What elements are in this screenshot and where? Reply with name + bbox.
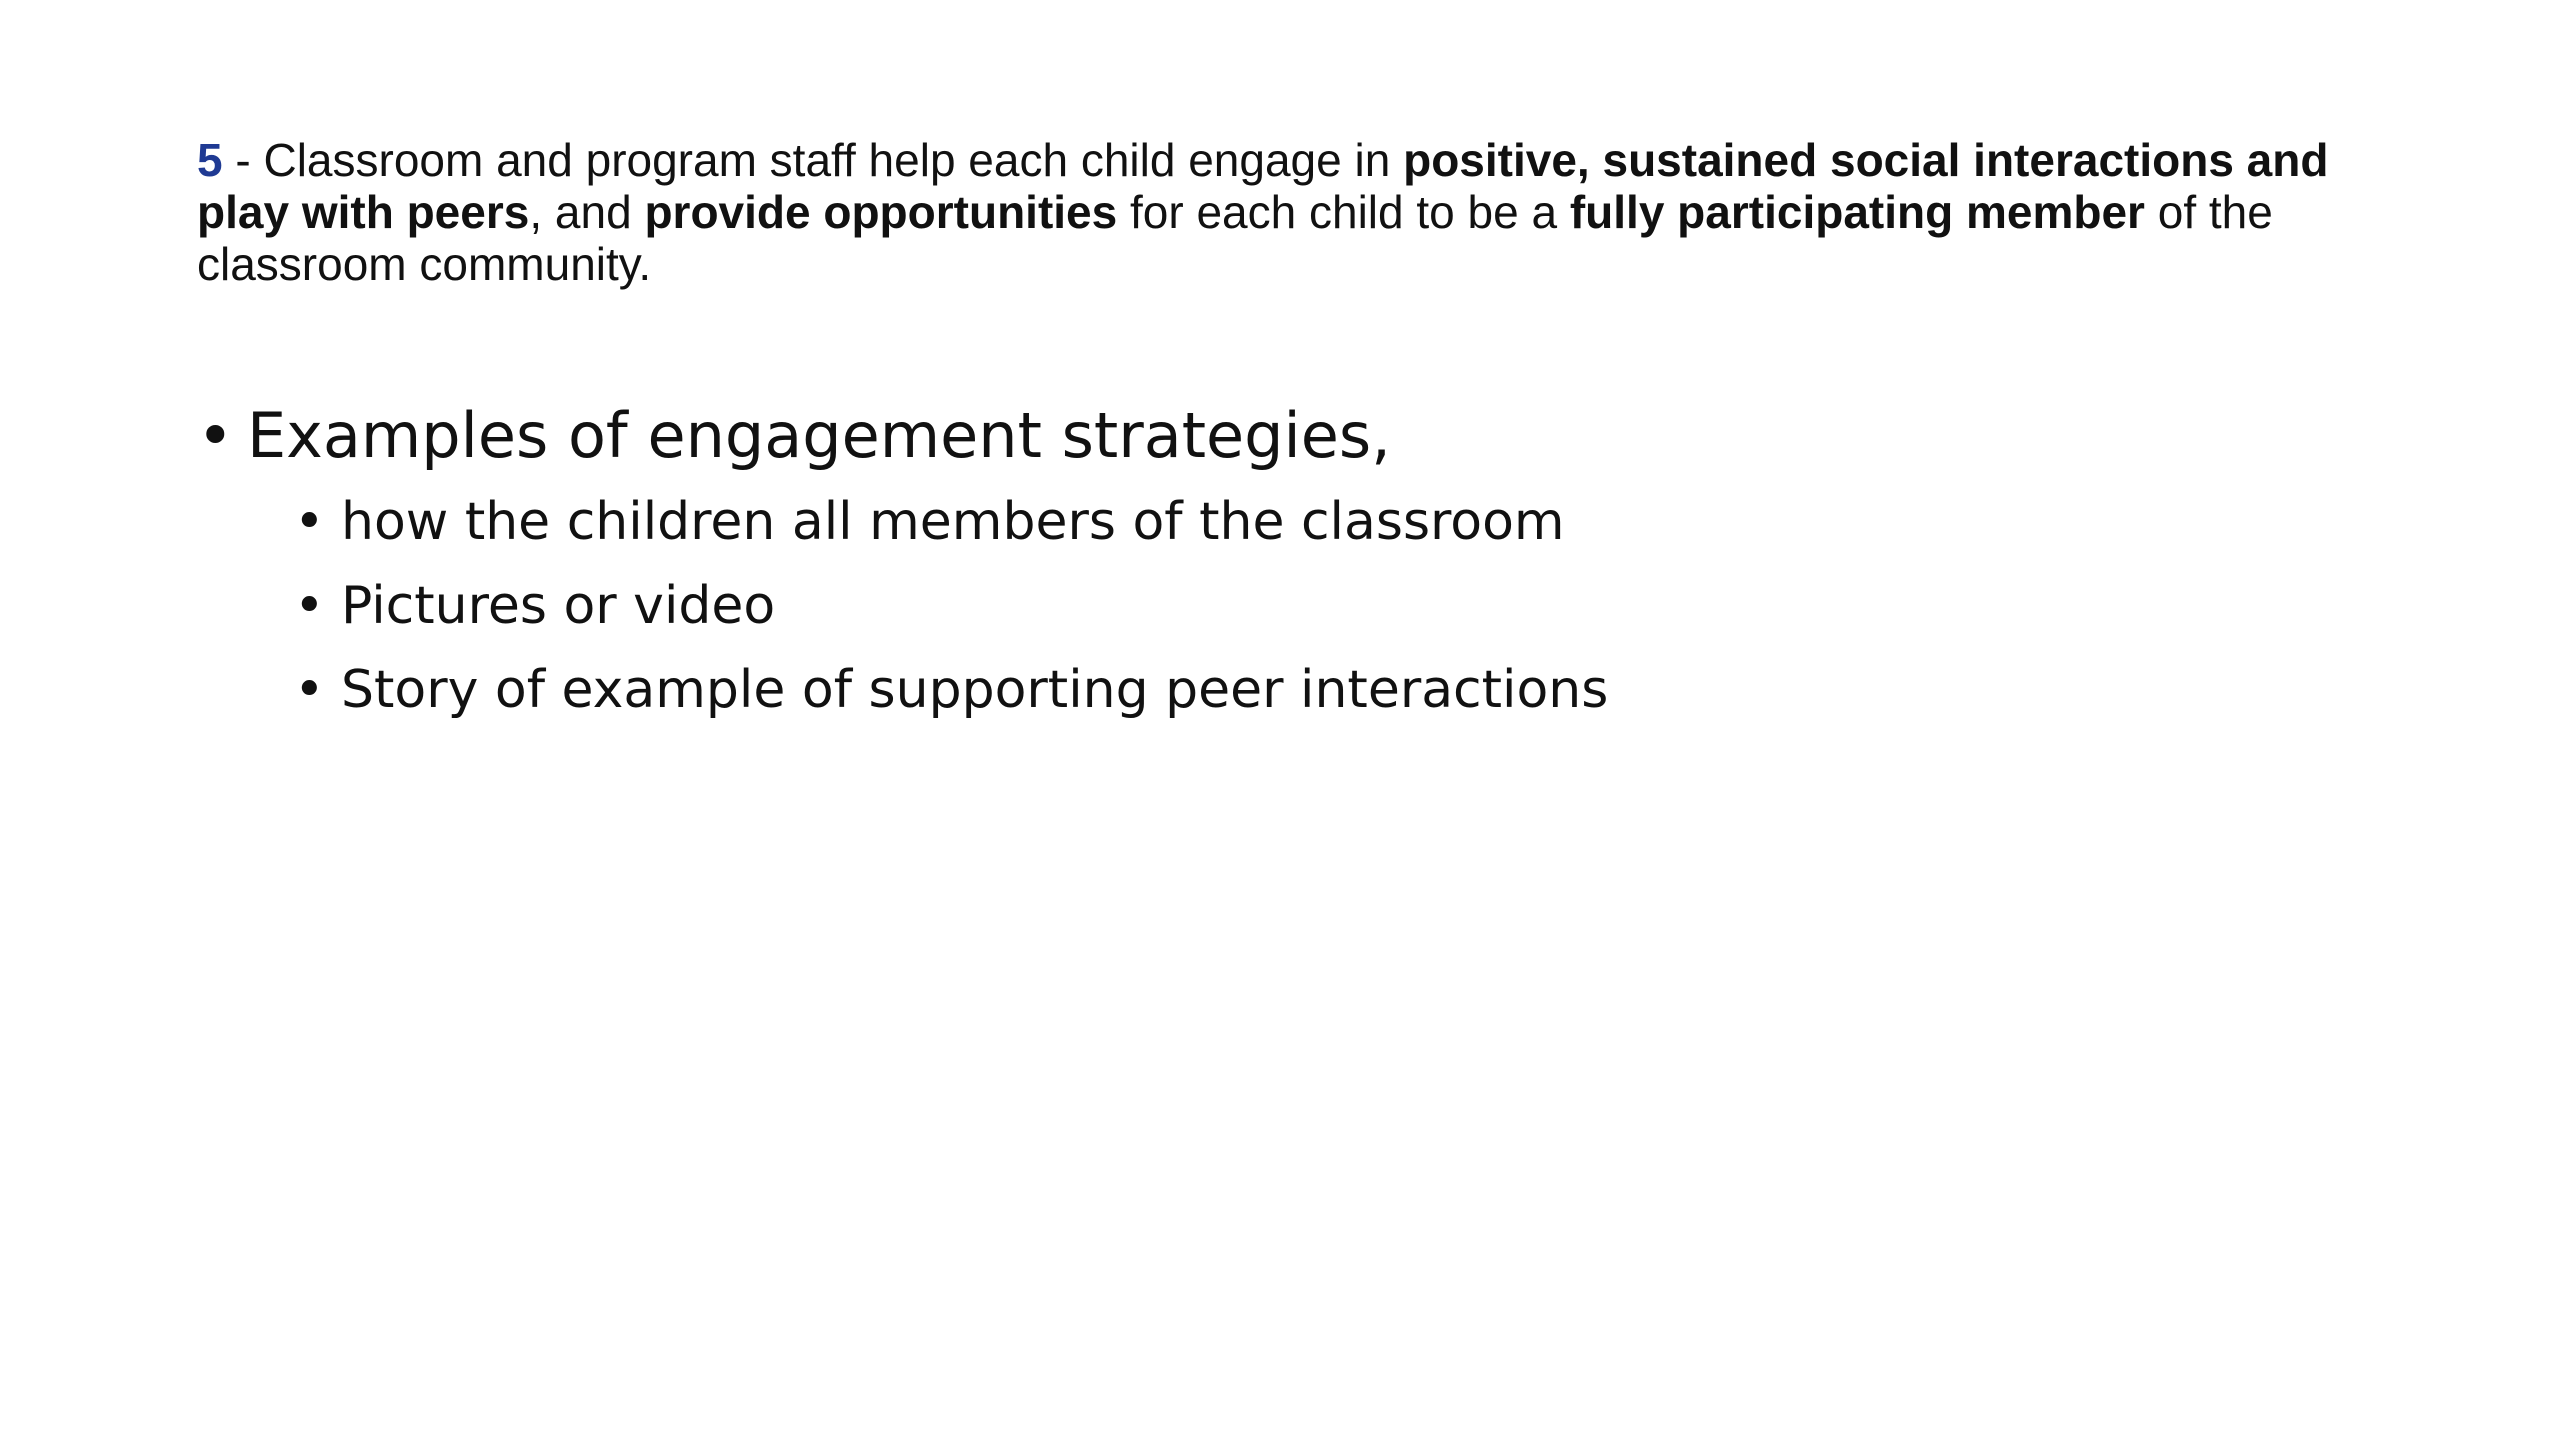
slide-heading [197,134,2377,290]
sub-bullet-item [294,480,2397,564]
sub-bullet-marker: • [294,492,325,552]
heading-bold-2: provide opportunities [644,186,1118,238]
heading-text-4: of the classroom community. [197,186,2273,290]
sub-bullet-marker: • [294,660,325,720]
bullet-marker: • [197,399,234,472]
heading-text-2: , and [529,186,645,238]
sub-bullet-list [294,480,2397,732]
criterion-number: 5 [197,134,223,186]
heading-text-3: for each child to be a [1117,186,1570,238]
sub-bullet-marker: • [294,576,325,636]
bullet-item-main [197,392,2397,480]
heading-bold-1: positive, sustained social interactions and play with peers [197,134,2329,238]
sub-bullet-item [294,564,2397,648]
sub-bullet-text: Pictures or video [341,576,776,636]
heading-bold-3: fully participating member [1569,186,2145,238]
sub-bullet-item [294,648,2397,732]
bullet-list [197,392,2397,732]
heading-text-1: Classroom and program staff help each child engage in [263,134,1404,186]
bullet-text-main: Examples of engagement strategies, [247,399,1391,472]
sub-bullet-text: Story of example of supporting peer interactions [341,660,1609,720]
heading-separator: - [222,134,264,186]
sub-bullet-text: how the children all members of the classroom [341,492,1565,552]
